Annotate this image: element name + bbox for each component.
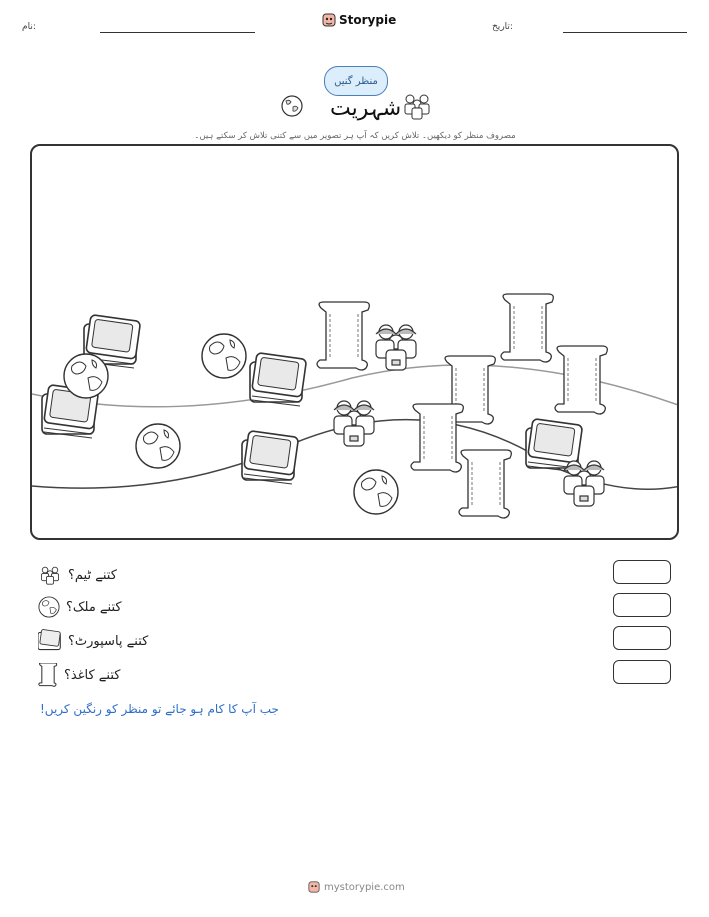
date-line[interactable] — [563, 32, 687, 33]
team-icon — [400, 92, 434, 120]
team-2 — [334, 401, 374, 446]
question-row-teams — [38, 562, 117, 588]
passport-2 — [250, 353, 307, 406]
footer-url[interactable]: mystorypie.com — [324, 881, 405, 893]
name-line[interactable] — [100, 32, 255, 33]
answer-box-teams[interactable] — [613, 560, 671, 584]
question-row-papers — [38, 662, 120, 688]
brand-logo — [322, 12, 396, 28]
question-text: کتنے ٹیم؟ — [68, 567, 117, 583]
scroll-3 — [555, 346, 607, 414]
globe-2 — [64, 354, 108, 398]
scroll-5 — [411, 404, 463, 472]
search-scene[interactable] — [30, 144, 679, 540]
brand-name: Storypie — [339, 13, 397, 27]
answer-box-papers[interactable] — [613, 660, 671, 684]
scroll-1 — [317, 302, 369, 370]
passport-icon — [38, 629, 62, 653]
question-row-passports — [38, 628, 148, 654]
instructions-text: مصروف منظر کو دیکھیں۔ تلاش کریں کہ آپ ہر تصویر میں سے کتنی تلاش کر سکتے ہیں۔ — [194, 131, 516, 141]
passport-4 — [242, 431, 299, 484]
storypie-mascot-icon — [322, 12, 336, 28]
question-text: کتنے پاسپورٹ؟ — [68, 633, 149, 649]
question-text: کتنے ملک؟ — [66, 599, 122, 615]
globe-3 — [136, 424, 180, 468]
question-text: کتنے کاغذ؟ — [64, 667, 121, 683]
globe-icon — [280, 94, 304, 118]
scroll-2 — [501, 294, 553, 362]
scroll-icon — [38, 663, 58, 687]
storypie-mascot-icon — [308, 880, 320, 894]
question-row-countries — [38, 594, 122, 620]
team-3 — [564, 461, 604, 506]
team-1 — [376, 325, 416, 370]
footer — [308, 880, 405, 894]
globe-icon — [38, 596, 60, 618]
name-label: نام: — [22, 22, 36, 32]
date-label: تاریخ: — [492, 22, 513, 32]
answer-box-countries[interactable] — [613, 593, 671, 617]
answer-box-passports[interactable] — [613, 626, 671, 650]
page-title: شہریت — [330, 96, 402, 121]
coloring-prompt: جب آپ کا کام ہو جائے تو منظر کو رنگین کریں! — [40, 702, 279, 716]
scroll-6 — [459, 450, 511, 518]
team-icon — [38, 563, 62, 587]
globe-1 — [202, 334, 246, 378]
activity-badge: منظر گنیں — [324, 66, 388, 96]
globe-4 — [354, 470, 398, 514]
